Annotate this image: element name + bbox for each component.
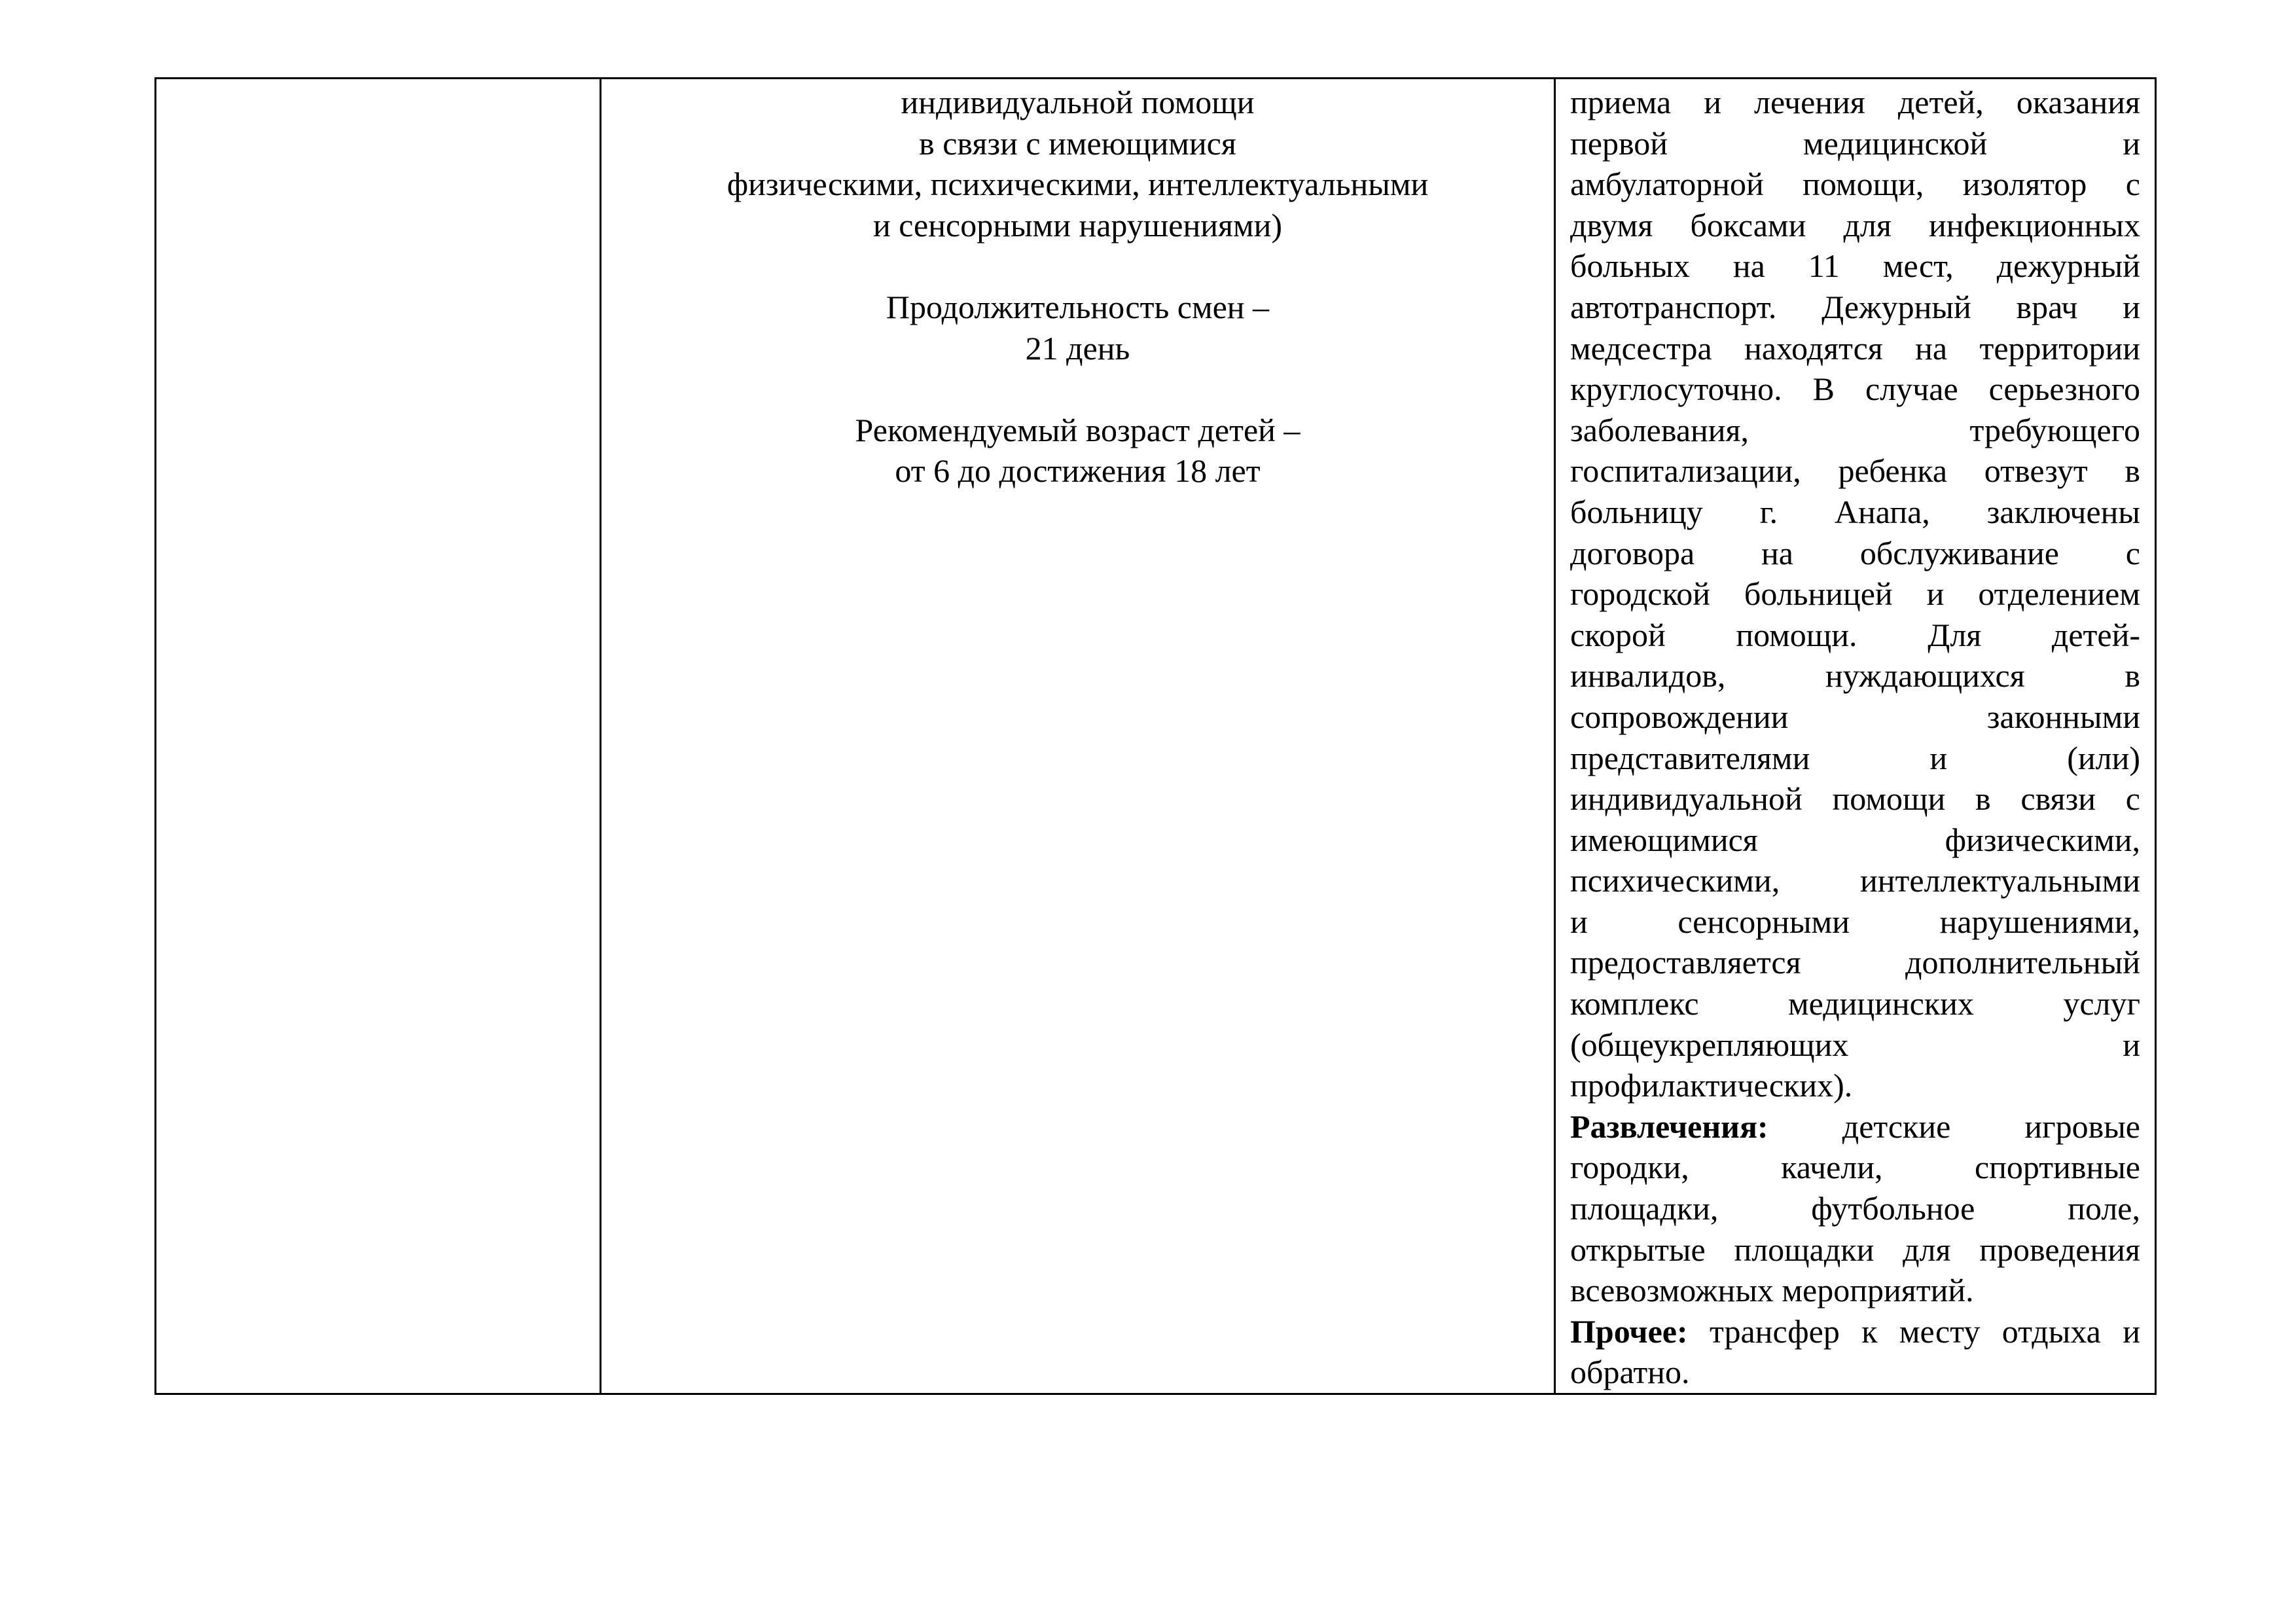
medical-text-line: двумя боксами для инфекционных [1570,206,2140,244]
center-text-line: в связи с имеющимися [919,124,1236,162]
medical-text-line: индивидуальной помощи в связи с [1570,780,2140,818]
medical-text-line: госпитализации, ребенка отвезут в [1570,452,2140,490]
medical-text-line: психическими, интеллектуальными [1570,862,2140,899]
center-text-line: и сенсорными нарушениями) [873,206,1282,244]
entertainment-label: Развлечения: [1570,1108,1768,1145]
table-row [156,79,2156,1394]
medical-text-line: имеющимися физическими, [1570,821,2140,858]
medical-text-line: больницу г. Анапа, заключены [1570,493,2140,530]
age-label: Рекомендуемый возраст детей – [855,411,1300,448]
shift-duration-value: 21 день [1025,329,1130,367]
medical-text-line: предоставляется дополнительный [1570,944,2140,981]
medical-text-line: приема и лечения детей, оказания [1570,84,2140,120]
empty-cell [156,79,601,1394]
medical-text-line: (общеукрепляющих и [1570,1026,2140,1063]
medical-text-line: круглосуточно. В случае серьезного [1570,370,2140,408]
medical-text-line: комплекс медицинских услуг [1570,985,2140,1022]
other-line [1570,1311,2140,1352]
other-text-line: обратно. [1570,1354,1690,1391]
entertainment-line [1570,1106,2140,1147]
info-table [154,77,2157,1395]
medical-text-line: инвалидов, нуждающихся в [1570,657,2140,695]
medical-text-line: первой медицинской и [1570,124,2140,162]
spacer [601,245,1554,287]
spacer [601,369,1554,410]
medical-text-line: сопровождении законными [1570,698,2140,735]
medical-text-line: больных на 11 мест, дежурный [1570,247,2140,285]
medical-text-line: заболевания, требующего [1570,411,2140,448]
age-value: от 6 до достижения 18 лет [895,452,1261,490]
medical-text-line: медсестра находятся на территории [1570,329,2140,367]
shift-duration-label: Продолжительность смен – [886,288,1270,325]
medical-text-line: скорой помощи. Для детей- [1570,616,2140,653]
entertainment-text-line: городки, качели, спортивные [1570,1149,2140,1186]
medical-text-line: профилактических). [1570,1067,1853,1104]
medical-text-line: представителями и (или) [1570,739,2140,776]
entertainment-text-line: площадки, футбольное поле, [1570,1190,2140,1227]
medical-text-line: автотранспорт. Дежурный врач и [1570,288,2140,325]
medical-text-line: и сенсорными нарушениями, [1570,903,2140,940]
entertainment-text: детские игровые [1768,1108,2140,1145]
entertainment-text-line: всевозможных мероприятий. [1570,1272,1974,1309]
medical-text-line: договора на обслуживание с [1570,534,2140,571]
entertainment-text-line: открытые площадки для проведения [1570,1231,2140,1268]
other-text: трансфер к месту отдыха и [1687,1312,2140,1350]
medical-text-line: городской больницей и отделением [1570,575,2140,613]
center-text-line: физическими, психическими, интеллектуальными [726,166,1429,203]
program-description-cell [601,79,1555,1394]
services-cell [1555,79,2156,1394]
center-text-line: индивидуальной помощи [901,84,1255,120]
other-label: Прочее: [1570,1312,1688,1350]
medical-text-line: амбулаторной помощи, изолятор с [1570,166,2140,203]
